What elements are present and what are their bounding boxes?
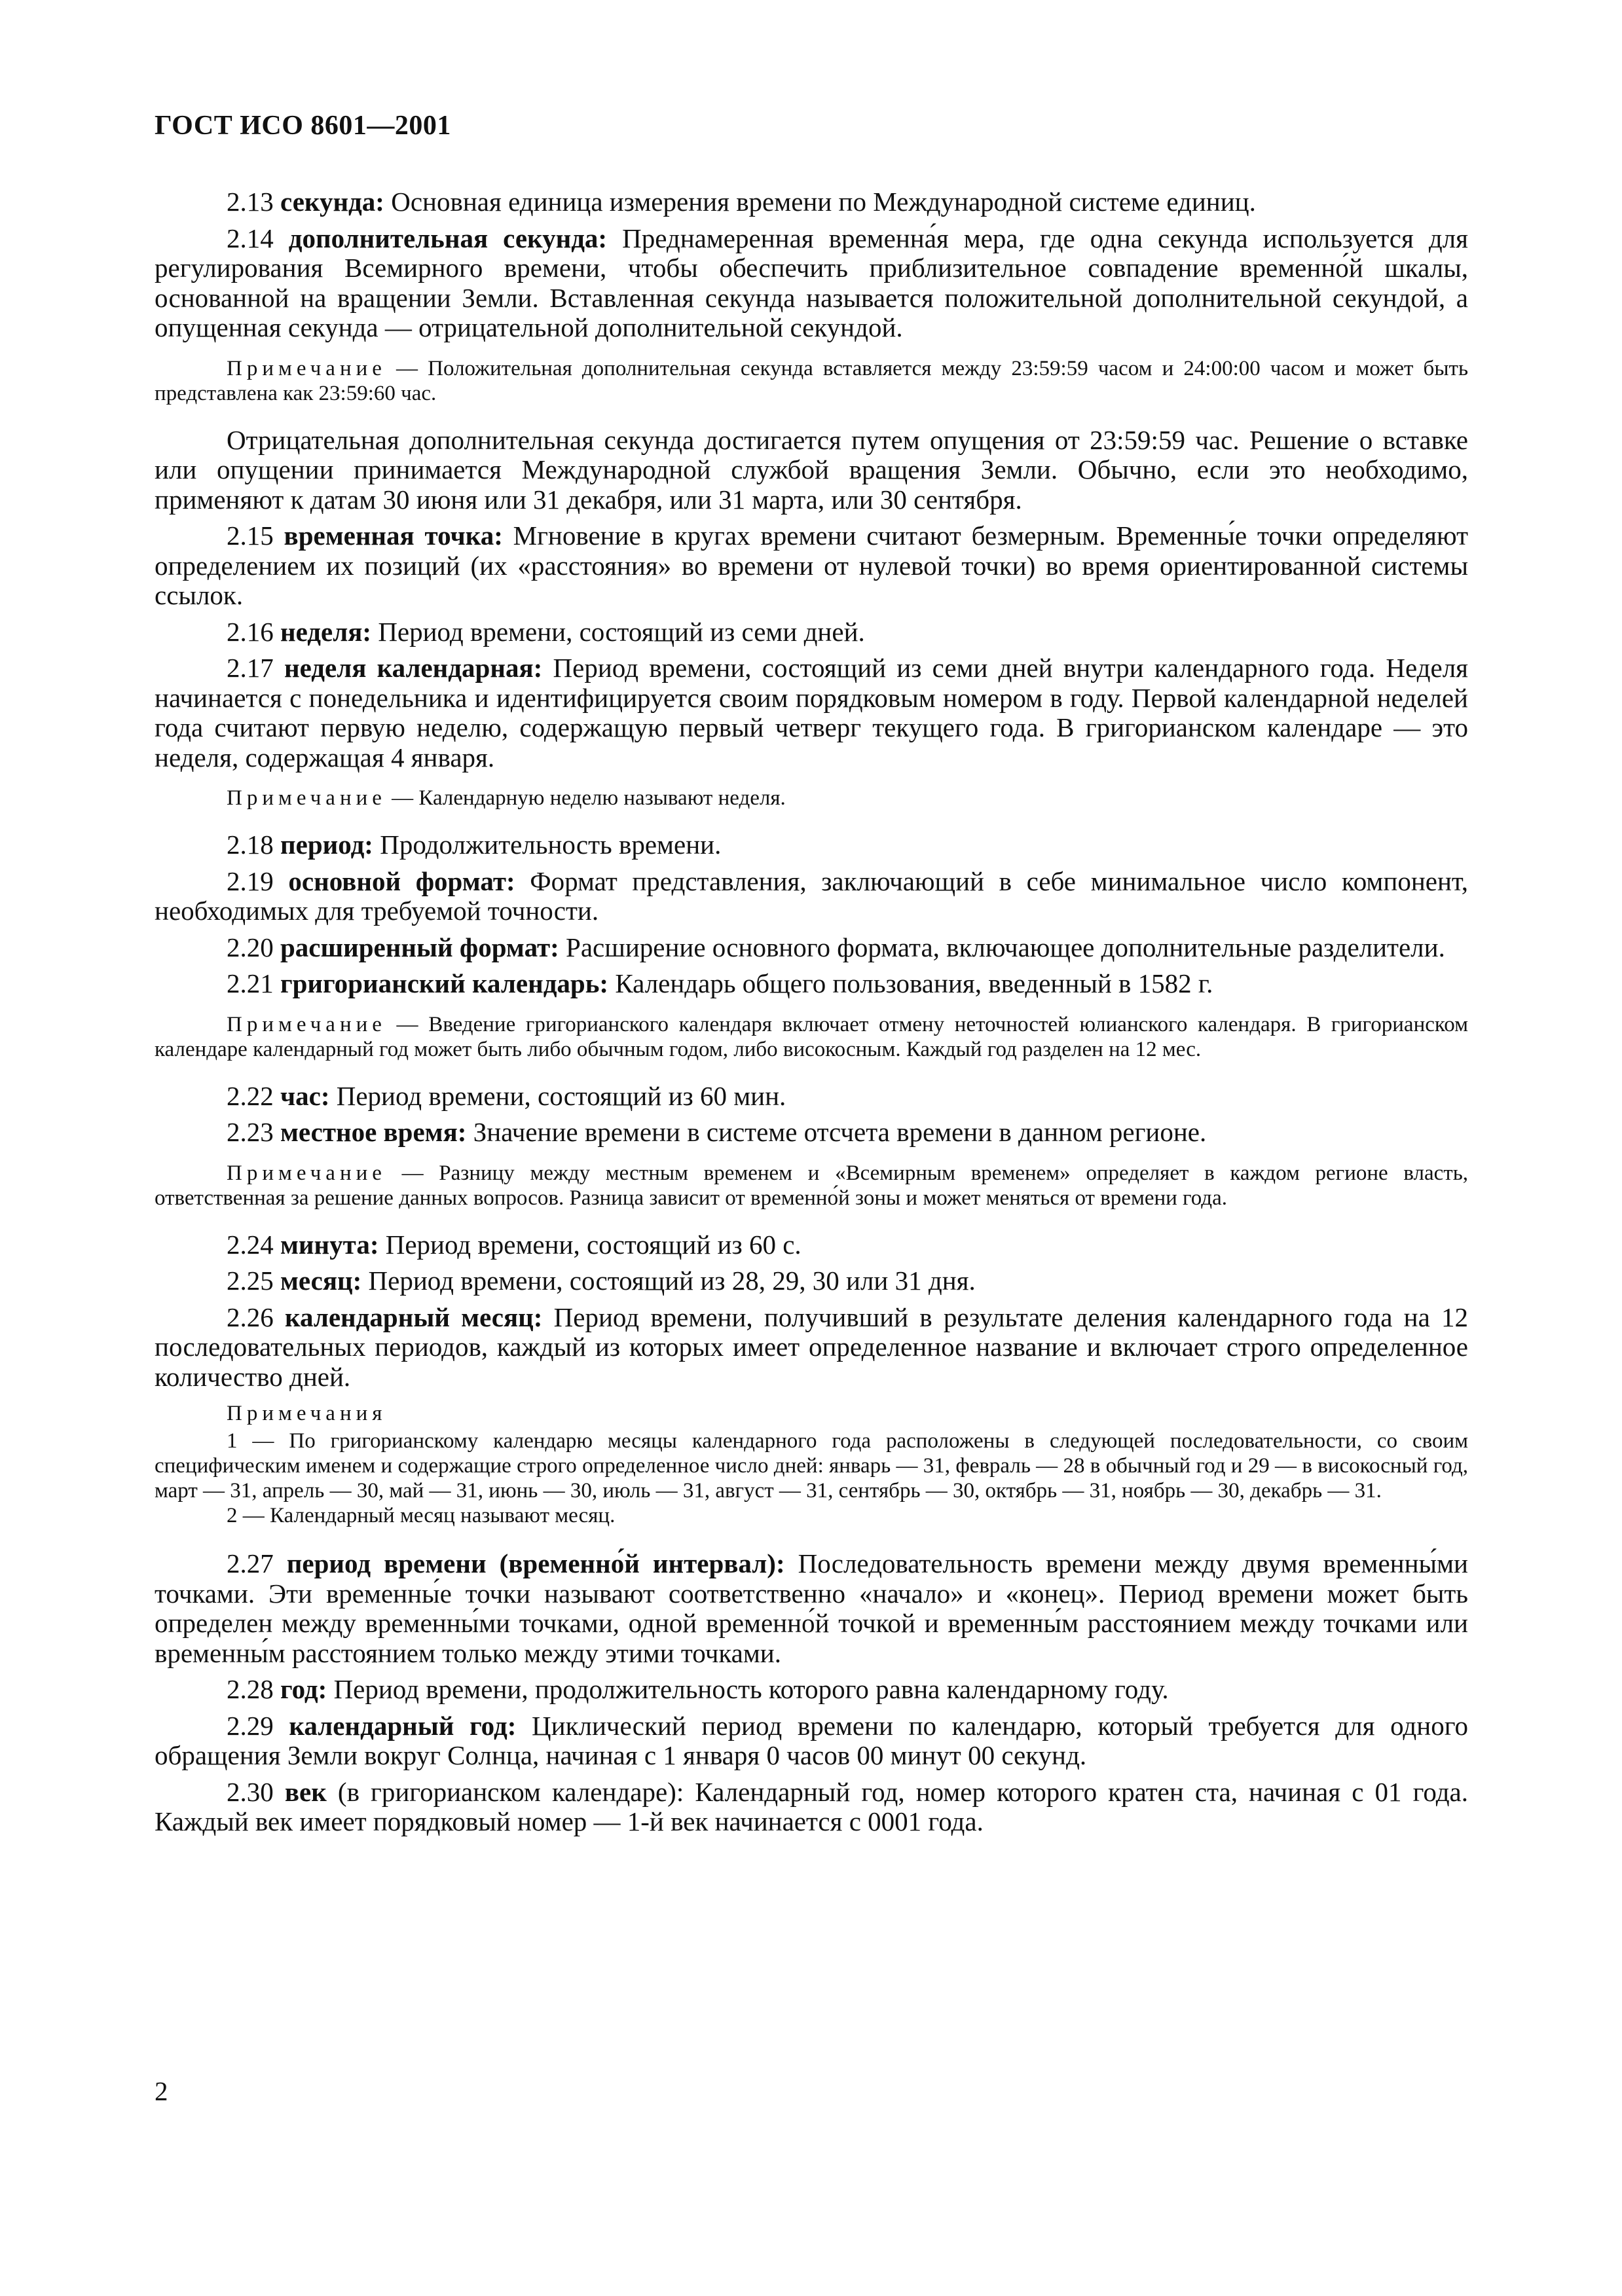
definition-text: Расширение основного формата, включающее дополнительные разделители. (559, 932, 1445, 962)
definition-2-20 (155, 933, 1468, 963)
definition-text: Последовательность времени между двумя временны́ми точками. Эти временны́е точки называют соответственно «начало» и «конец». Период времени может быть определен между временны́ми точками, одной временно́й точкой и временны́м расстоянием между точками или временны́м расстоянием только между этими точками. (155, 1548, 1468, 1668)
clause-number: 2.13 (227, 187, 274, 217)
term: расширенный формат: (280, 932, 559, 962)
term: григорианский календарь: (280, 968, 609, 998)
note-item: 1 — По григорианскому календарю месяцы календарного года расположены в следующей последовательности, со своим специфическим именем и содержащие строго определенное число дней: январь — 31, февраль — 28 в обычный год и 29 — в високосный год, март — 31, апрель — 30, май — 31, июнь — 30, июль — 31, август — 31, сентябрь — 30, октябрь — 31, ноябрь — 30, декабрь — 31. (155, 1429, 1468, 1503)
note-2-17 (155, 786, 1468, 811)
term: период времени (временно́й интервал): (286, 1548, 785, 1578)
clause-number: 2.18 (227, 829, 274, 860)
clause-number: 2.16 (227, 616, 274, 647)
document-header: ГОСТ ИСО 8601—2001 (155, 111, 451, 141)
definition-text: Значение времени в системе отсчета времени в данном регионе. (466, 1117, 1207, 1147)
term: секунда: (280, 187, 384, 217)
term: календарный год: (289, 1710, 517, 1741)
definition-text: Период времени, продолжительность которого равна календарному году. (327, 1674, 1169, 1704)
definition-text: Календарь общего пользования, введенный в 1582 г. (608, 968, 1213, 998)
term: период: (280, 829, 373, 860)
term: местное время: (280, 1117, 467, 1147)
term: месяц: (280, 1266, 362, 1296)
clause-number: 2.24 (227, 1229, 274, 1260)
definition-2-27 (155, 1549, 1468, 1668)
clause-number: 2.14 (227, 223, 274, 253)
definition-2-19 (155, 867, 1468, 926)
term: календарный месяц: (284, 1302, 543, 1332)
definition-text: Период времени, состоящий из 60 с. (378, 1229, 802, 1260)
clause-number: 2.30 (227, 1776, 274, 1807)
clause-number: 2.28 (227, 1674, 274, 1704)
definition-2-14 (155, 224, 1468, 343)
clause-number: 2.21 (227, 968, 274, 998)
clause-number: 2.27 (227, 1548, 274, 1578)
note-text: — Введение григорианского календаря включает отмену неточностей юлианского календаря. В григорианском календаре календарный год может быть либо обычным годом, либо високосным. Каждый год разделен на 12 мес. (155, 1012, 1468, 1061)
clause-number: 2.19 (227, 866, 274, 896)
note-label: Примечание (227, 356, 386, 380)
definition-text: Период времени, состоящий из 60 мин. (329, 1080, 786, 1111)
definition-text: Период времени, получивший в результате деления календарного года на 12 последовательных периодов, каждый из которых имеет определенное название и включает строго определенное количество дней. (155, 1302, 1468, 1392)
definition-2-24 (155, 1230, 1468, 1260)
term: минута: (280, 1229, 379, 1260)
term: неделя: (280, 616, 372, 647)
definition-2-15 (155, 521, 1468, 611)
note-label: Примечание (227, 1012, 386, 1036)
term: неделя календарная: (284, 653, 543, 683)
notes-2-26 (155, 1401, 1468, 1528)
term: основной формат: (288, 866, 515, 896)
note-2-21 (155, 1012, 1468, 1062)
definition-2-22 (155, 1082, 1468, 1112)
definition-text: Основная единица измерения времени по Международной системе единиц. (384, 187, 1256, 217)
note-label: Примечание (227, 1161, 386, 1185)
clause-number: 2.22 (227, 1080, 274, 1111)
clause-number: 2.29 (227, 1710, 274, 1741)
clause-number: 2.17 (227, 653, 274, 683)
term: год: (280, 1674, 327, 1704)
definition-text: Формат представления, заключающий в себе минимальное число компонент, необходимых для требуемой точности. (155, 866, 1468, 926)
definition-2-28 (155, 1675, 1468, 1705)
note-item: 2 — Календарный месяц называют месяц. (227, 1504, 616, 1527)
definition-text: (в григорианском календаре): Календарный год, номер которого кратен ста, начиная с 01 года. Каждый век имеет порядковый номер — 1-й век начинается с 0001 года. (155, 1776, 1469, 1836)
page-number: 2 (155, 2076, 168, 2106)
term: временная точка: (284, 520, 503, 551)
definition-text: Период времени, состоящий из семи дней внутри календарного года. Неделя начинается с понедельника и идентифицируется своим порядковым номером в году. Первой календарной неделей года считают первую неделю, содержащую первый четверг текущего года. В григорианском календаре — это неделя, содержащая 4 января. (155, 653, 1469, 773)
note-2-23 (155, 1161, 1468, 1211)
note-label: Примечание (227, 786, 386, 810)
document-body (155, 187, 1468, 1844)
clause-number: 2.25 (227, 1266, 274, 1296)
term: дополнительная секунда: (288, 223, 608, 253)
definition-2-16 (155, 617, 1468, 647)
note-2-14 (155, 356, 1468, 406)
clause-number: 2.15 (227, 520, 274, 551)
definition-2-13 (155, 187, 1468, 217)
note-text: — Положительная дополнительная секунда вставляется между 23:59:59 часом и 24:00:00 часом и может быть представлена как 23:59:60 час. (155, 356, 1468, 405)
paragraph-text: Отрицательная дополнительная секунда достигается путем опущения от 23:59:59 час. Решение о вставке или опущении принимается Международной службой вращения Земли. Обычно, если это необходимо, применяют к датам 30 июня или 31 декабря, или 31 марта, или 30 сентября. (155, 424, 1468, 515)
clause-number: 2.23 (227, 1117, 274, 1147)
definition-2-21 (155, 969, 1468, 999)
definition-text: Продолжительность времени. (373, 829, 722, 860)
definition-text: Мгновение в кругах времени считают безмерным. Временны́е точки определяют определением их позиций (их «расстояния» во времени от нулевой точки) во время ориентированной системы ссылок. (155, 520, 1469, 610)
definition-2-17 (155, 653, 1468, 773)
clause-number: 2.26 (227, 1302, 274, 1332)
clause-number: 2.20 (227, 932, 274, 962)
definition-text: Преднамеренная временна́я мера, где одна секунда используется для регулирования Всемирного времени, чтобы обеспечить приблизительное совпадение временно́й шкалы, основанной на вращении Земли. Вставленная секунда называется положительной дополнительной секундой, а опущенная секунда — отрицательной дополнительной секундой. (155, 223, 1468, 342)
paragraph-2-14-continued (155, 426, 1468, 515)
definition-text: Период времени, состоящий из 28, 29, 30 или 31 дня. (361, 1266, 976, 1296)
definition-2-30 (155, 1777, 1468, 1837)
term: век (284, 1776, 327, 1807)
definition-2-23 (155, 1118, 1468, 1148)
definition-2-25 (155, 1266, 1468, 1296)
notes-title: Примечания (227, 1402, 387, 1425)
definition-2-18 (155, 830, 1468, 860)
definition-2-29 (155, 1711, 1468, 1771)
term: час: (280, 1080, 330, 1111)
note-text: — Календарную неделю называют неделя. (386, 786, 786, 810)
definition-text: Период времени, состоящий из семи дней. (371, 616, 865, 647)
definition-2-26 (155, 1303, 1468, 1393)
definition-text: Циклический период времени по календарю, который требуется для одного обращения Земли вокруг Солнца, начиная с 1 января 0 часов 00 минут 00 секунд. (155, 1710, 1469, 1770)
note-text: — Разницу между местным временем и «Всемирным временем» определяет в каждом регионе власть, ответственная за решение данных вопросов. Разница зависит от временно́й зоны и может меняться от времени года. (155, 1161, 1468, 1210)
